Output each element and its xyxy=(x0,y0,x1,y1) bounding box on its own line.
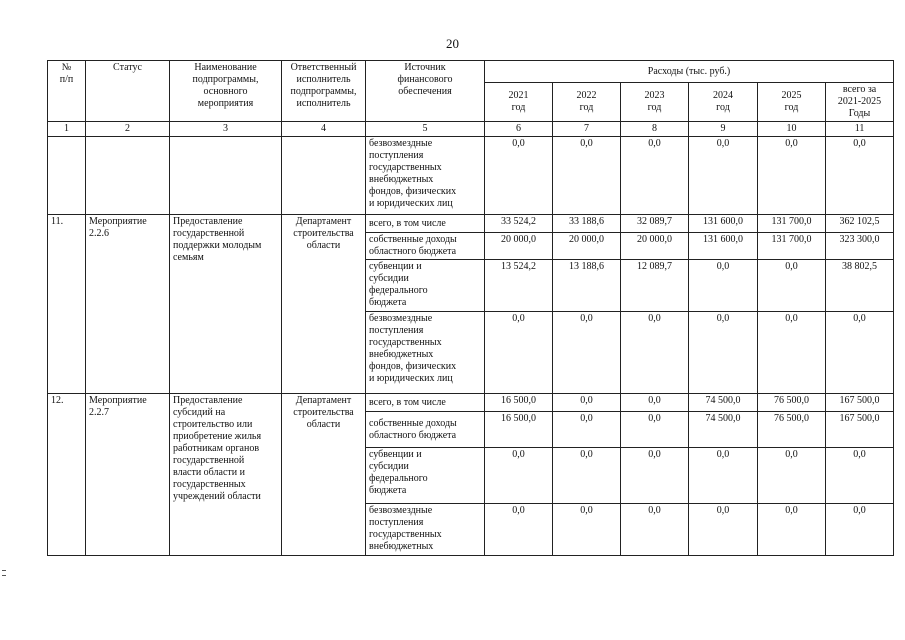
expense-value: 0,0 xyxy=(758,504,826,556)
expense-value: 167 500,0 xyxy=(826,412,894,448)
expense-value: 16 500,0 xyxy=(485,394,553,412)
table-row xyxy=(48,215,894,233)
column-index-cell: 10 xyxy=(758,122,826,137)
header-expenses: Расходы (тыс. руб.) xyxy=(485,61,894,83)
expense-value: 74 500,0 xyxy=(689,394,758,412)
funding-source: безвозмездные поступления государственных внебюджетных фондов, физических и юридических лиц xyxy=(366,137,485,215)
empty-cell xyxy=(170,137,282,215)
column-index-cell: 3 xyxy=(170,122,282,137)
funding-source: собственные доходы областного бюджета xyxy=(366,233,485,260)
column-index-cell: 6 xyxy=(485,122,553,137)
funding-source: субвенции и субсидии федерального бюджета xyxy=(366,260,485,312)
expense-value: 0,0 xyxy=(621,412,689,448)
funding-source: безвозмездные поступления государственных внебюджетных xyxy=(366,504,485,556)
expense-value: 38 802,5 xyxy=(826,260,894,312)
column-index-cell: 2 xyxy=(86,122,170,137)
funding-source: всего, в том числе xyxy=(366,215,485,233)
expense-value: 131 600,0 xyxy=(689,233,758,260)
expense-value: 0,0 xyxy=(485,312,553,394)
expense-value: 0,0 xyxy=(826,504,894,556)
expense-value: 32 089,7 xyxy=(621,215,689,233)
header-year-2023: 2023 год xyxy=(621,83,689,122)
header-num: № п/п xyxy=(48,61,86,122)
column-index-cell: 9 xyxy=(689,122,758,137)
expense-value: 20 000,0 xyxy=(485,233,553,260)
expense-value: 0,0 xyxy=(621,137,689,215)
expense-value: 74 500,0 xyxy=(689,412,758,448)
expense-value: 13 188,6 xyxy=(553,260,621,312)
expense-value: 131 600,0 xyxy=(689,215,758,233)
expense-value: 0,0 xyxy=(758,448,826,504)
expense-value: 0,0 xyxy=(689,448,758,504)
expense-value: 362 102,5 xyxy=(826,215,894,233)
expense-value: 167 500,0 xyxy=(826,394,894,412)
measure-status: Мероприятие 2.2.7 xyxy=(86,394,170,556)
measure-name: Предоставление субсидий на строительство или приобретение жилья работникам органов государственной власти области и государственных учреждений области xyxy=(170,394,282,556)
column-index-cell: 7 xyxy=(553,122,621,137)
empty-cell xyxy=(86,137,170,215)
expense-value: 76 500,0 xyxy=(758,394,826,412)
funding-source: собственные доходы областного бюджета xyxy=(366,412,485,448)
expense-value: 0,0 xyxy=(485,448,553,504)
column-index-cell: 8 xyxy=(621,122,689,137)
expense-value: 0,0 xyxy=(553,412,621,448)
expense-value: 12 089,7 xyxy=(621,260,689,312)
expense-value: 0,0 xyxy=(826,137,894,215)
column-index-cell: 5 xyxy=(366,122,485,137)
measure-number: 12. xyxy=(48,394,86,556)
expense-value: 0,0 xyxy=(621,312,689,394)
expense-value: 0,0 xyxy=(485,137,553,215)
table-row xyxy=(48,394,894,412)
header-name: Наименование подпрограммы, основного мероприятия xyxy=(170,61,282,122)
expense-value: 0,0 xyxy=(826,312,894,394)
expense-value: 0,0 xyxy=(689,312,758,394)
expense-value: 0,0 xyxy=(553,394,621,412)
funding-source: безвозмездные поступления государственных внебюджетных фондов, физических и юридических лиц xyxy=(366,312,485,394)
expense-value: 33 524,2 xyxy=(485,215,553,233)
expense-value: 0,0 xyxy=(553,137,621,215)
expense-value: 16 500,0 xyxy=(485,412,553,448)
funding-source: субвенции и субсидии федерального бюджета xyxy=(366,448,485,504)
expense-value: 323 300,0 xyxy=(826,233,894,260)
margin-mark xyxy=(2,570,6,576)
expense-value: 0,0 xyxy=(553,312,621,394)
header-year-2024: 2024 год xyxy=(689,83,758,122)
expense-value: 131 700,0 xyxy=(758,215,826,233)
expense-value: 0,0 xyxy=(485,504,553,556)
expense-value: 13 524,2 xyxy=(485,260,553,312)
expense-value: 0,0 xyxy=(621,448,689,504)
expense-value: 0,0 xyxy=(621,504,689,556)
empty-cell xyxy=(48,137,86,215)
expense-value: 20 000,0 xyxy=(553,233,621,260)
expense-value: 0,0 xyxy=(689,137,758,215)
expense-value: 131 700,0 xyxy=(758,233,826,260)
funding-source: всего, в том числе xyxy=(366,394,485,412)
expense-value: 0,0 xyxy=(689,260,758,312)
measure-responsible: Департамент строительства области xyxy=(282,394,366,556)
expense-value: 0,0 xyxy=(553,504,621,556)
header-status: Статус xyxy=(86,61,170,122)
table-row xyxy=(48,137,894,215)
expense-value: 0,0 xyxy=(758,312,826,394)
measure-name: Предоставление государственной поддержки молодым семьям xyxy=(170,215,282,394)
measure-number: 11. xyxy=(48,215,86,394)
header-year-2022: 2022 год xyxy=(553,83,621,122)
header-source: Источник финансового обеспечения xyxy=(366,61,485,122)
expense-value: 0,0 xyxy=(621,394,689,412)
expense-value: 0,0 xyxy=(689,504,758,556)
expense-value: 33 188,6 xyxy=(553,215,621,233)
header-year-2025: 2025 год xyxy=(758,83,826,122)
measure-responsible: Департамент строительства области xyxy=(282,215,366,394)
header-total: всего за 2021-2025 Годы xyxy=(826,83,894,122)
empty-cell xyxy=(282,137,366,215)
expense-value: 0,0 xyxy=(553,448,621,504)
expense-value: 0,0 xyxy=(758,137,826,215)
expense-value: 0,0 xyxy=(826,448,894,504)
header-year-2021: 2021 год xyxy=(485,83,553,122)
expense-value: 76 500,0 xyxy=(758,412,826,448)
measure-status: Мероприятие 2.2.6 xyxy=(86,215,170,394)
expense-value: 0,0 xyxy=(758,260,826,312)
header-responsible: Ответственный исполнитель подпрограммы, исполнитель xyxy=(282,61,366,122)
column-index-cell: 1 xyxy=(48,122,86,137)
column-index-cell: 4 xyxy=(282,122,366,137)
column-index-cell: 11 xyxy=(826,122,894,137)
budget-table xyxy=(47,60,894,556)
page-number: 20 xyxy=(446,36,459,51)
expense-value: 20 000,0 xyxy=(621,233,689,260)
